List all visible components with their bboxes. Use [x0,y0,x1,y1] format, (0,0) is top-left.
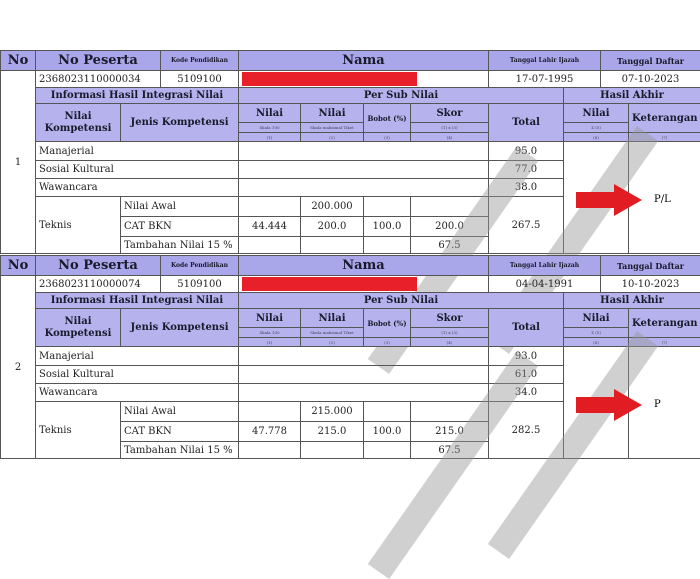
empty-cell [364,237,411,254]
total-wawancara: 38.0 [489,179,564,197]
kode-pendidikan: 5109100 [161,71,239,88]
row-number: 2 [1,276,36,459]
empty-cell [364,402,411,422]
cat-bobot: 100.0 [364,217,411,237]
total-manajerial: 93.0 [489,347,564,366]
scale-100: Skala 100 [239,123,301,133]
empty-cell [411,197,489,217]
tambahan-skor: 67.5 [411,237,489,254]
header-no-peserta: No Peserta [36,256,161,276]
empty-cell [239,384,489,402]
cat-nilai-2: 215.0 [301,422,364,442]
cat-nilai-2: 200.0 [301,217,364,237]
header-no: No [1,256,36,276]
empty-cell [239,142,489,161]
header-nilai-kompetensi: Nilai Kompetensi [36,309,121,347]
col-num-3: (3) [364,338,411,347]
kode-pendidikan: 5109100 [161,276,239,293]
result-table [0,255,700,459]
header-nama: Nama [239,51,489,71]
label-teknis: Teknis [36,402,121,459]
no-peserta: 2368023110000074 [36,276,161,293]
empty-cell [239,402,301,422]
empty-cell [301,442,364,459]
result-table [0,50,700,254]
scale-max: Skala maksimal Tiket [301,328,364,338]
label-sosial: Sosial Kultural [36,161,239,179]
label-teknis: Teknis [36,197,121,254]
header-kode: Kode Pendidikan [161,51,239,71]
col-num-7: (7) [629,133,700,142]
header-no: No [1,51,36,71]
header-hasil-akhir: Hasil Akhir [564,88,700,104]
label-nilai-awal: Nilai Awal [121,402,239,422]
label-manajerial: Manajerial [36,142,239,161]
header-nilai-akhir: Nilai [564,104,629,123]
tanggal-lahir: 17-07-1995 [489,71,601,88]
header-tgl-daftar: Tanggal Daftar [601,51,700,71]
tanggal-daftar: 10-10-2023 [601,276,700,293]
total-teknis: 267.5 [489,197,564,254]
nama-redacted [239,276,489,293]
nilai-formula: Σ (5) [564,123,629,133]
cat-nilai-1: 47.778 [239,422,301,442]
tanggal-daftar: 07-10-2023 [601,71,700,88]
nilai-awal: 215.000 [301,402,364,422]
header-nilai-2: Nilai [301,104,364,123]
header-nama: Nama [239,256,489,276]
header-nilai-kompetensi: Nilai Kompetensi [36,104,121,142]
header-total: Total [489,309,564,347]
skor-formula: (1) x (3) [411,328,489,338]
header-keterangan: Keterangan [629,309,700,338]
label-cat: CAT BKN [121,422,239,442]
cat-skor: 200.0 [411,217,489,237]
redaction-bar [242,72,417,86]
header-hasil-akhir: Hasil Akhir [564,293,700,309]
skor-formula: (1) x (3) [411,123,489,133]
label-tambahan: Tambahan Nilai 15 % [121,442,239,459]
label-sosial: Sosial Kultural [36,366,239,384]
redaction-bar [242,277,417,291]
col-num-4: (4) [411,133,489,142]
scale-max: Skala maksimal Tiket [301,123,364,133]
col-num-2: (2) [301,338,364,347]
label-wawancara: Wawancara [36,179,239,197]
header-jenis: Jenis Kompetensi [121,104,239,142]
empty-cell [239,161,489,179]
header-per-sub: Per Sub Nilai [239,293,564,309]
col-num-7: (7) [629,338,700,347]
header-skor: Skor [411,104,489,123]
tambahan-skor: 67.5 [411,442,489,459]
cat-skor: 215.0 [411,422,489,442]
record-block-2 [0,255,700,459]
header-no-peserta: No Peserta [36,51,161,71]
label-nilai-awal: Nilai Awal [121,197,239,217]
label-cat: CAT BKN [121,217,239,237]
header-nilai-1: Nilai [239,104,301,123]
header-bobot: Bobot (%) [364,104,411,133]
empty-cell [239,347,489,366]
empty-cell [239,179,489,197]
col-num-1: (1) [239,133,301,142]
header-info: Informasi Hasil Integrasi Nilai [36,293,239,309]
col-num-1: (1) [239,338,301,347]
empty-cell [364,442,411,459]
cat-nilai-1: 44.444 [239,217,301,237]
header-tgl-lahir: Tanggal Lahir Ijazah [489,51,601,71]
empty-cell [239,442,301,459]
header-kode: Kode Pendidikan [161,256,239,276]
header-bobot: Bobot (%) [364,309,411,338]
empty-cell [239,237,301,254]
total-sosial: 77.0 [489,161,564,179]
empty-cell [364,197,411,217]
header-nilai-1: Nilai [239,309,301,328]
col-num-4: (4) [411,338,489,347]
header-keterangan: Keterangan [629,104,700,133]
empty-cell [301,237,364,254]
header-info: Informasi Hasil Integrasi Nilai [36,88,239,104]
header-tgl-lahir: Tanggal Lahir Ijazah [489,256,601,276]
empty-cell [411,402,489,422]
scale-100: Skala 100 [239,328,301,338]
header-tgl-daftar: Tanggal Daftar [601,256,700,276]
empty-cell [239,366,489,384]
col-num-2: (2) [301,133,364,142]
header-jenis: Jenis Kompetensi [121,309,239,347]
header-per-sub: Per Sub Nilai [239,88,564,104]
no-peserta: 2368023110000034 [36,71,161,88]
keterangan-value: P [654,399,661,410]
total-sosial: 61.0 [489,366,564,384]
label-manajerial: Manajerial [36,347,239,366]
row-number: 1 [1,71,36,254]
total-wawancara: 34.0 [489,384,564,402]
total-teknis: 282.5 [489,402,564,459]
tanggal-lahir: 04-04-1991 [489,276,601,293]
empty-cell [239,197,301,217]
header-nilai-akhir: Nilai [564,309,629,328]
nilai-awal: 200.000 [301,197,364,217]
col-num-6: (6) [564,338,629,347]
label-wawancara: Wawancara [36,384,239,402]
cat-bobot: 100.0 [364,422,411,442]
label-tambahan: Tambahan Nilai 15 % [121,237,239,254]
header-nilai-2: Nilai [301,309,364,328]
keterangan-value: P/L [654,194,671,205]
nilai-formula: Σ (5) [564,328,629,338]
total-manajerial: 95.0 [489,142,564,161]
record-block-1 [0,50,700,254]
col-num-6: (6) [564,133,629,142]
header-total: Total [489,104,564,142]
header-skor: Skor [411,309,489,328]
nama-redacted [239,71,489,88]
col-num-3: (3) [364,133,411,142]
